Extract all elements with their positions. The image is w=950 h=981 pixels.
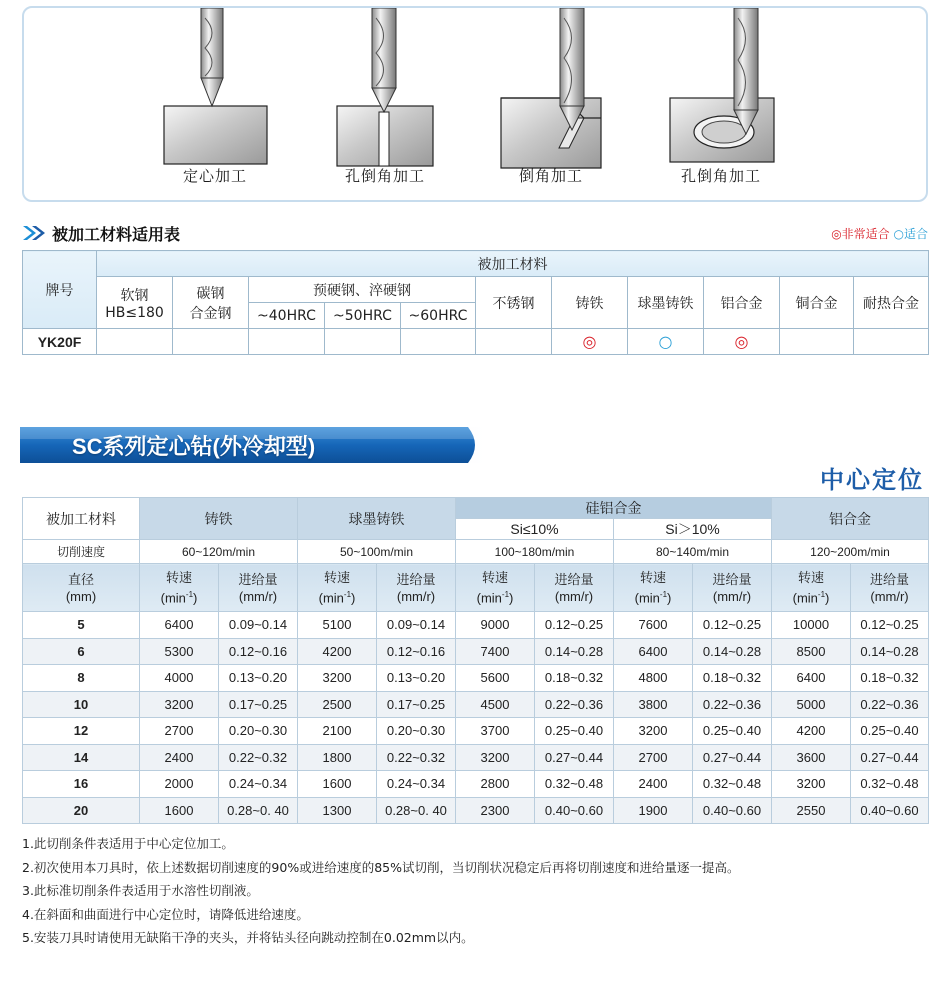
rpm-cell: 7400 [456,638,535,665]
feed-cell: 0.14~0.28 [535,638,614,665]
feed-header: 进给量 (mm/r) [219,564,298,612]
feed-header: 进给量 (mm/r) [535,564,614,612]
feed-cell: 0.17~0.25 [377,691,456,718]
aluminum-mark: ◎ [704,329,780,355]
feed-cell: 0.24~0.34 [377,771,456,798]
double-chevron-icon [22,224,48,242]
diameter-cell: 20 [23,797,140,824]
rpm-cell: 8500 [772,638,851,665]
feed-cell: 0.14~0.28 [851,638,929,665]
speed-value: 50~100m/min [298,540,456,564]
feed-cell: 0.20~0.30 [219,718,298,745]
rpm-cell: 1900 [614,797,693,824]
table-row [23,797,929,824]
diameter-cell: 8 [23,665,140,692]
rpm-cell: 3200 [140,691,219,718]
illustration-item [646,8,796,198]
series-title: SC系列定心钻(外冷却型) [72,434,316,459]
diameter-cell: 14 [23,744,140,771]
rpm-cell: 4200 [298,638,377,665]
legend-very-suitable: ◎非常适合 [831,227,890,241]
table-cell [476,329,552,355]
rpm-header: 转速 $(\min^{-1})$ [140,564,219,612]
rpm-cell: 2550 [772,797,851,824]
feed-cell: 0.22~0.32 [219,744,298,771]
speed-value: 120~200m/min [772,540,929,564]
illustration-item [310,8,460,198]
feed-header: 进给量 (mm/r) [693,564,772,612]
rpm-cell: 4500 [456,691,535,718]
note-item: 1.此切削条件表适用于中心定位加工。 [22,836,234,851]
rpm-cell: 3800 [614,691,693,718]
table-cell [780,329,854,355]
ductile-iron-header: 球墨铸铁 [298,498,456,540]
table-row [23,612,929,639]
rpm-cell: 2100 [298,718,377,745]
stainless-header: 不锈钢 [476,277,552,329]
table-cell [249,329,325,355]
rpm-header: 转速 $(\min^{-1})$ [298,564,377,612]
heat-resistant-header: 耐热合金 [854,277,929,329]
feed-cell: 0.14~0.28 [693,638,772,665]
feed-cell: 0.09~0.14 [377,612,456,639]
feed-cell: 0.17~0.25 [219,691,298,718]
feed-cell: 0.27~0.44 [535,744,614,771]
table-cell [401,329,476,355]
table-row [23,771,929,798]
rpm-cell: 4200 [772,718,851,745]
speed-value: 100~180m/min [456,540,614,564]
feed-cell: 0.13~0.20 [377,665,456,692]
table-cell [325,329,401,355]
rpm-cell: 3200 [298,665,377,692]
soft-steel-header: 软钢 HB≤180 [97,277,173,329]
note-item: 5.安装刀具时请使用无缺陷干净的夹头，并将钻头径向跳动控制在0.02mm以内。 [22,930,474,945]
diameter-cell: 12 [23,718,140,745]
rpm-cell: 6400 [772,665,851,692]
rpm-cell: 3700 [456,718,535,745]
aluminum-header: 铝合金 [704,277,780,329]
legend-suitable: ○适合 [893,227,928,241]
illustration-label: 定心加工 [182,167,247,185]
feed-cell: 0.22~0.36 [851,691,929,718]
rpm-cell: 6400 [614,638,693,665]
application-subtitle: 中心定位 [820,466,924,494]
notes-list [22,832,740,950]
feed-cell: 0.13~0.20 [219,665,298,692]
column-header-row [23,564,929,612]
feed-cell: 0.12~0.25 [693,612,772,639]
machining-illustration-panel [22,6,928,202]
cutting-speed-label: 切削速度 [23,540,140,564]
section-title: 被加工材料适用表 [52,225,181,244]
rpm-cell: 3200 [456,744,535,771]
table-cell [97,329,173,355]
rpm-header: 转速 $(\min^{-1})$ [614,564,693,612]
feed-cell: 0.20~0.30 [377,718,456,745]
rpm-cell: 2000 [140,771,219,798]
material-header: 被加工材料 [23,498,140,540]
rpm-cell: 2700 [140,718,219,745]
feed-cell: 0.28~0. 40 [219,797,298,824]
illustration-label: 倒角加工 [518,167,583,185]
speed-value: 60~120m/min [140,540,298,564]
rpm-header: 转速 $(\min^{-1})$ [772,564,851,612]
feed-cell: 0.27~0.44 [851,744,929,771]
feed-cell: 0.22~0.36 [693,691,772,718]
speed-value: 80~140m/min [614,540,772,564]
feed-cell: 0.28~0. 40 [377,797,456,824]
feed-cell: 0.22~0.32 [377,744,456,771]
feed-cell: 0.40~0.60 [851,797,929,824]
diameter-cell: 5 [23,612,140,639]
feed-header: 进给量 (mm/r) [377,564,456,612]
cast-iron-header: 铸铁 [140,498,298,540]
suitability-legend [831,225,928,242]
note-item: 3.此标准切削条件表适用于水溶性切削液。 [22,883,259,898]
material-suitability-table [22,250,929,355]
rpm-cell: 2400 [140,744,219,771]
feed-cell: 0.27~0.44 [693,744,772,771]
model-cell: YK20F [23,329,97,355]
feed-cell: 0.25~0.40 [851,718,929,745]
copper-header: 铜合金 [780,277,854,329]
feed-cell: 0.32~0.48 [535,771,614,798]
rpm-cell: 1600 [298,771,377,798]
feed-cell: 0.18~0.32 [851,665,929,692]
rpm-cell: 5100 [298,612,377,639]
feed-cell: 0.22~0.36 [535,691,614,718]
rpm-cell: 7600 [614,612,693,639]
hrc40-header: ~40HRC [249,303,325,329]
table-row [23,744,929,771]
carbon-steel-header: 碳钢 合金钢 [173,277,249,329]
hrc60-header: ~60HRC [401,303,476,329]
rpm-cell: 5000 [772,691,851,718]
rpm-cell: 2800 [456,771,535,798]
rpm-cell: 2500 [298,691,377,718]
illustration-item [140,8,290,198]
feed-cell: 0.12~0.16 [377,638,456,665]
hrc50-header: ~50HRC [325,303,401,329]
table-row [23,665,929,692]
silicon-aluminum-header: 硅铝合金 [456,498,772,519]
cutting-conditions-table [22,497,929,824]
ductile-iron-header: 球墨铸铁 [628,277,704,329]
feed-cell: 0.24~0.34 [219,771,298,798]
diameter-cell: 10 [23,691,140,718]
cast-iron-mark: ◎ [552,329,628,355]
rpm-cell: 6400 [140,612,219,639]
table-cell [173,329,249,355]
rpm-cell: 4000 [140,665,219,692]
feed-cell: 0.09~0.14 [219,612,298,639]
si-le-10-header: Si≤10% [456,519,614,540]
rpm-cell: 10000 [772,612,851,639]
brand-header: 牌号 [23,251,97,329]
data-rows [23,612,929,824]
ductile-mark: ○ [628,329,704,355]
feed-cell: 0.40~0.60 [693,797,772,824]
feed-cell: 0.25~0.40 [693,718,772,745]
rpm-cell: 4800 [614,665,693,692]
rpm-cell: 1600 [140,797,219,824]
material-group-header: 被加工材料 [97,251,929,277]
rpm-cell: 5300 [140,638,219,665]
feed-cell: 0.18~0.32 [535,665,614,692]
rpm-cell: 2300 [456,797,535,824]
cast-iron-header: 铸铁 [552,277,628,329]
rpm-cell: 3600 [772,744,851,771]
hardened-steel-header: 预硬钢、淬硬钢 [249,277,476,303]
diameter-cell: 16 [23,771,140,798]
feed-cell: 0.32~0.48 [851,771,929,798]
illustration-item [476,8,626,198]
feed-cell: 0.32~0.48 [693,771,772,798]
rpm-cell: 3200 [772,771,851,798]
feed-cell: 0.25~0.40 [535,718,614,745]
rpm-cell: 2700 [614,744,693,771]
rpm-cell: 3200 [614,718,693,745]
note-item: 2.初次使用本刀具时，依上述数据切削速度的90%或进给速度的85%试切削，当切削状况稳定后再将切削速度和进给量逐一提高。 [22,859,740,875]
illustration-label: 孔倒角加工 [680,167,761,185]
table-row [23,691,929,718]
rpm-cell: 2400 [614,771,693,798]
feed-header: 进给量 (mm/r) [851,564,929,612]
rpm-cell: 9000 [456,612,535,639]
table-row [23,638,929,665]
diameter-header: 直径 (mm) [23,564,140,612]
note-item: 4.在斜面和曲面进行中心定位时，请降低进给速度。 [22,906,309,922]
feed-cell: 0.12~0.25 [535,612,614,639]
table-row [23,718,929,745]
aluminum-header: 铝合金 [772,498,929,540]
si-gt-10-header: Si＞10% [614,519,772,540]
feed-cell: 0.18~0.32 [693,665,772,692]
rpm-cell: 1800 [298,744,377,771]
feed-cell: 0.40~0.60 [535,797,614,824]
rpm-header: 转速 $(\min^{-1})$ [456,564,535,612]
feed-cell: 0.12~0.16 [219,638,298,665]
rpm-cell: 1300 [298,797,377,824]
feed-cell: 0.12~0.25 [851,612,929,639]
diameter-cell: 6 [23,638,140,665]
table-cell [854,329,929,355]
rpm-cell: 5600 [456,665,535,692]
illustration-label: 孔倒角加工 [344,167,425,185]
